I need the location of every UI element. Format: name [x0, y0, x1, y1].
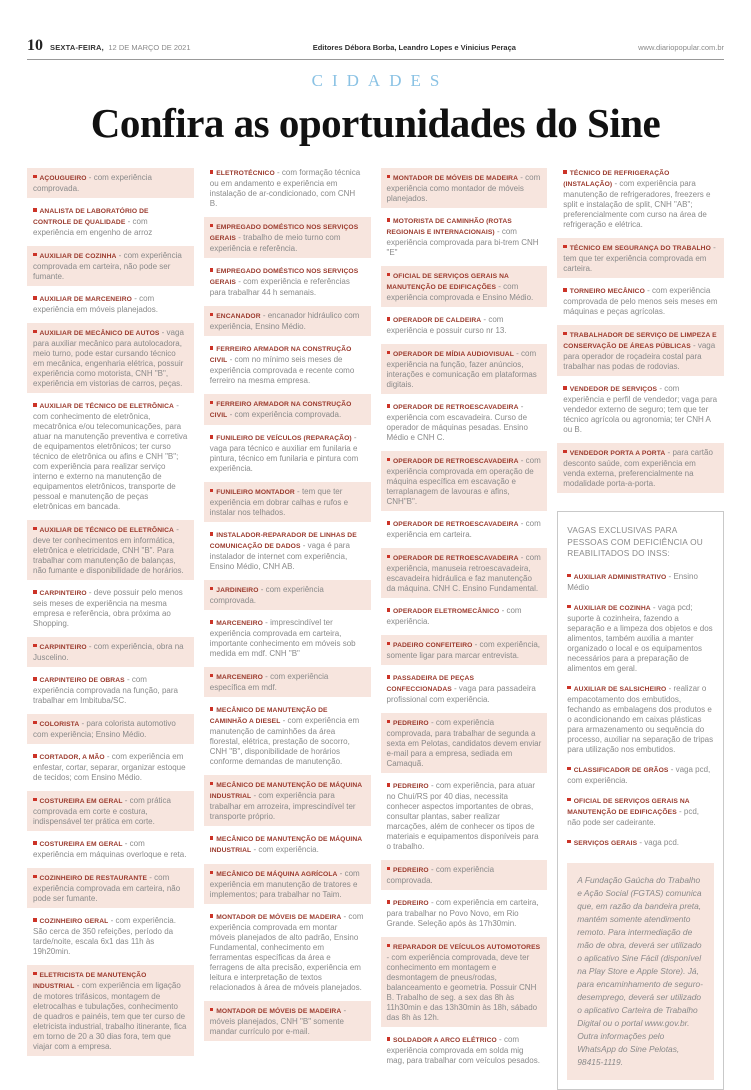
job-item: [381, 673, 548, 705]
bullet-icon: [387, 175, 391, 179]
job-description: - com prática comprovada em corte e costura, indispensável ter prática em corte.: [33, 795, 171, 826]
job-title: TÉCNICO EM SEGURANÇA DO TRABALHO: [569, 244, 711, 252]
job-title: OPERADOR DE RETROESCAVADEIRA: [393, 521, 519, 528]
website-url: www.diariopopular.com.br: [638, 43, 724, 52]
job-item: [381, 216, 548, 258]
job-description: - com experiência, manuseia retroescavadeira, escavadeira hidráulica e faz manutenção da máquina. CNH C. Ensino Fundamental.: [386, 552, 541, 593]
job-title: AUXILIAR ADMINISTRATIVO: [573, 573, 667, 581]
job-item: [204, 344, 371, 386]
bullet-icon: [33, 527, 37, 531]
job-item: [557, 286, 724, 317]
job-title: FERREIRO ARMADOR NA CONSTRUÇÃO CIVIL: [209, 346, 352, 364]
job-item: [204, 667, 371, 697]
bullet-icon: [33, 253, 37, 257]
job-item: [381, 860, 548, 890]
job-item: [381, 937, 548, 1027]
bullet-icon: [563, 450, 567, 454]
job-description: - tem que ter experiência em dobrar calhas e rufos e instalar nos telhados.: [209, 486, 349, 517]
job-description: - com conhecimento de eletrônica, mecatrônica e/ou telecomunicações, para atuar na manutenção preventiva e corretiva de equipamentos eletrônicos; ter curso técnico de eletrônica ou afins e CNH "B"; com experiência para realizar serviço interno e externo na manutenção de equipamentos eletrônicos, transporte de pessoal e manutenção de peças eletrônicas em bancada.: [33, 401, 188, 511]
bullet-icon: [210, 782, 214, 786]
job-title: REPARADOR DE VEÍCULOS AUTOMOTORES: [393, 943, 541, 951]
job-title: MONTADOR DE MÓVEIS DE MADEIRA: [216, 1007, 342, 1015]
job-item: [567, 796, 714, 828]
job-item: [204, 864, 371, 904]
job-title: AUXILIAR DE COZINHA: [39, 252, 117, 260]
job-description: - com experiência comprovada.: [386, 864, 495, 885]
job-item: [204, 394, 371, 425]
bullet-icon: [563, 386, 567, 390]
job-item: [557, 443, 724, 493]
header-rule: [27, 59, 724, 60]
job-description: - vaga para passadeira profissional com experiência.: [386, 684, 536, 704]
job-description: - móveis planejados, CNH "B" somente mandar currículo por e-mail.: [209, 1005, 347, 1036]
job-description: - pcd, não pode ser cadeirante.: [567, 806, 699, 827]
job-description: - com experiência comprovada.: [227, 409, 342, 419]
job-title: COZINHEIRO DE RESTAURANTE: [39, 874, 148, 882]
job-item: [204, 775, 371, 826]
page-number: 10: [27, 37, 43, 54]
job-description: - vaga pcd.: [637, 837, 679, 847]
job-title: CORTADOR, A MÃO: [39, 754, 105, 761]
bullet-icon: [387, 458, 391, 462]
job-description: - com experiência comprovada de pelo menos seis meses em máquinas e peças agrícolas.: [563, 286, 718, 316]
bullet-icon: [387, 1037, 391, 1041]
job-title: AUXILIAR DE SALSICHEIRO: [573, 685, 667, 693]
job-title: ELETROTÉCNICO: [216, 170, 275, 177]
job-item: [381, 402, 548, 443]
job-item: [27, 588, 194, 629]
job-title: AUXILIAR DE MECÂNICO DE AUTOS: [39, 329, 160, 337]
bullet-icon: [563, 245, 567, 249]
job-title: JARDINEIRO: [216, 586, 259, 594]
job-item: [27, 868, 194, 908]
bullet-icon: [33, 721, 37, 725]
job-title: PASSADEIRA DE PEÇAS CONFECCIONADAS: [386, 675, 475, 693]
job-item: [381, 606, 548, 627]
job-title: MOTORISTA DE CAMINHÃO (ROTAS REGIONAIS E INTERNACIONAIS): [386, 218, 512, 236]
bullet-icon: [387, 944, 391, 948]
job-title: MARCENEIRO: [216, 673, 263, 681]
job-title: FERREIRO ARMADOR NA CONSTRUÇÃO CIVIL: [209, 400, 352, 419]
job-title: CARPINTEIRO: [39, 590, 87, 597]
job-title: TRABALHADOR DE SERVIÇO DE LIMPEZA E CONSERVAÇÃO DE ÁREAS PÚBLICAS: [563, 331, 717, 350]
job-item: [27, 675, 194, 706]
bullet-icon: [567, 767, 571, 771]
job-description: - trabalho de meio turno com experiência e referência.: [209, 232, 341, 253]
bullet-icon: [33, 590, 37, 594]
job-item: [381, 781, 548, 852]
job-description: - encanador hidráulico com experiência, Ensino Médio.: [209, 310, 360, 331]
job-column-4-items: [557, 168, 724, 493]
job-description: - com experiência comprovada, deve ter conhecimento em montagem e desmontagem de pneus/rodas, balanceamento e geometria. Possuir CNH B. Trabalho de seg. a sex das 8h às 11h30min e das 13h30min às 18h, sábado das 8h às 12h.: [386, 952, 538, 1022]
job-item: [567, 603, 714, 674]
bullet-icon: [563, 170, 567, 174]
job-description: - com experiência comprovada para bi-trem CNH "E": [386, 227, 539, 257]
job-description: - com experiência em manutenção de caminhões da área florestal, elétrica, prestação de socorro, CNH "B", disponibilidade de horários conforme demandas de manutenção.: [209, 716, 360, 766]
job-item: [204, 217, 371, 258]
job-title: MONTADOR DE MÓVEIS DE MADEIRA: [393, 174, 519, 182]
job-title: TÉCNICO DE REFRIGERAÇÃO (INSTALAÇÃO): [563, 170, 670, 188]
job-item: [381, 168, 548, 208]
job-description: - vaga é para instalador de internet com experiência, Ensino Médio, CNH AB.: [209, 541, 350, 571]
job-title: INSTALADOR-REPARADOR DE LINHAS DE COMUNICAÇÃO DE DADOS: [209, 532, 357, 550]
job-title: COZINHEIRO GERAL: [39, 918, 109, 925]
job-title: OFICIAL DE SERVIÇOS GERAIS NA MANUTENÇÃO DE EDIFICAÇÕES: [567, 797, 690, 816]
job-title: VENDEDOR DE SERVIÇOS: [569, 386, 658, 393]
section-title: CIDADES: [311, 71, 449, 90]
bullet-icon: [210, 435, 214, 439]
bullet-icon: [33, 296, 37, 300]
bullet-icon: [210, 1008, 214, 1012]
job-title: PEDREIRO: [393, 783, 429, 790]
job-title: AUXILIAR DE TÉCNICO DE ELETRÔNICA: [39, 403, 174, 410]
bullet-icon: [33, 403, 37, 407]
job-item: [27, 637, 194, 667]
job-description: - com experiência comprovada.: [33, 172, 152, 193]
job-description: - com experiência em carteira, para trabalhar no Povo Novo, em Rio Grande. Seleção após às 17h30min.: [386, 898, 539, 928]
bullet-icon: [387, 404, 391, 408]
page-header: [27, 0, 724, 55]
job-description: - com experiência comprovada.: [209, 584, 324, 605]
job-item: [557, 238, 724, 278]
inss-items: [567, 572, 714, 849]
job-item: [27, 246, 194, 286]
bullet-icon: [210, 587, 214, 591]
job-item: [204, 482, 371, 522]
job-title: MARCENEIRO: [216, 620, 263, 627]
page-title: Confira as oportunidades do Sine: [90, 100, 661, 146]
job-item: [27, 323, 194, 393]
job-title: OPERADOR DE RETROESCAVADEIRA: [393, 457, 519, 465]
job-description: - com experiência em enfestar, cortar, separar, organizar estoque de tecidos; com Ensino Médio.: [33, 752, 186, 782]
job-description: - com experiência em carteira.: [386, 519, 541, 539]
job-description: - com experiência em ligação de motores trifásicos, montagem de eletrocalhas e tubulações, conhecimento de quadros e painéis, tem que ter curso de eletricista industrial, trabalho itinerante, fica em torno de 20 a 30 dias fora, tem que viajar com a empresa.: [33, 980, 187, 1051]
job-column-1: [27, 168, 194, 1090]
date-label: 12 DE MARÇO DE 2021: [108, 43, 191, 52]
job-item: [567, 838, 714, 849]
bullet-icon: [387, 720, 391, 724]
job-title: COLORISTA: [39, 720, 80, 728]
job-title: CARPINTEIRO: [39, 643, 87, 651]
job-item: [567, 684, 714, 755]
job-title: EMPREGADO DOMÉSTICO NOS SERVIÇOS GERAIS: [209, 268, 359, 286]
job-item: [27, 791, 194, 831]
job-item: [204, 530, 371, 572]
bullet-icon: [387, 867, 391, 871]
job-item: [27, 752, 194, 783]
job-title: SOLDADOR A ARCO ELÉTRICO: [393, 1037, 497, 1044]
job-title: PEDREIRO: [393, 900, 429, 907]
bullet-icon: [387, 273, 391, 277]
job-description: - com experiência na função, fazer anúncios, interações e comunicação em plataformas digitais.: [386, 348, 537, 389]
bullet-icon: [33, 918, 37, 922]
bullet-icon: [210, 707, 214, 711]
job-title: AUXILIAR DE TÉCNICO DE ELETRÔNICA: [39, 526, 174, 534]
job-description: - vaga pcd, com experiência.: [567, 764, 711, 785]
job-item: [557, 168, 724, 230]
bullet-icon: [563, 288, 567, 292]
bullet-icon: [33, 798, 37, 802]
job-title: ELETRICISTA DE MANUTENÇÃO INDUSTRIAL: [33, 971, 147, 990]
bullet-icon: [387, 218, 391, 222]
job-description: - para cartão desconto saúde, com experiência em venda externa, preferencialmente na modalidade porta-a-porta.: [563, 447, 713, 488]
job-description: - com experiência como montador de móveis planejados.: [386, 172, 541, 203]
bullet-icon: [33, 677, 37, 681]
bullet-icon: [210, 401, 214, 405]
job-item: [27, 206, 194, 238]
job-item: [381, 713, 548, 773]
job-item: [27, 714, 194, 744]
job-item: [381, 451, 548, 511]
job-description: - vaga pcd; suporte à cozinheira, fazendo a separação e a limpeza dos objetos e dos alimentos, também auxilia a manter organizado o local e os equipamentos necessários para a preparação de alimentos em geral.: [567, 602, 713, 673]
job-columns: [27, 168, 724, 1090]
job-item: [381, 548, 548, 598]
job-column-4: [557, 168, 724, 1090]
bullet-icon: [387, 900, 391, 904]
job-title: PEDREIRO: [393, 719, 429, 727]
bullet-icon: [210, 674, 214, 678]
job-title: MECÂNICO DE MÁQUINA AGRÍCOLA: [216, 870, 338, 878]
job-description: - deve possuir pelo menos seis meses de experiência na mesma empresa e referência, obra próxima ao Shopping.: [33, 588, 183, 628]
job-description: - com experiência em manutenção de tratores e implementos; para trabalhar no Taim.: [209, 868, 360, 899]
job-title: VENDEDOR PORTA A PORTA: [569, 449, 666, 457]
job-title: AUXILIAR DE MARCENEIRO: [39, 296, 132, 303]
job-item: [27, 520, 194, 580]
job-title: AÇOUGUEIRO: [39, 174, 87, 182]
job-description: - tem que ter experiência comprovada em carteira.: [563, 242, 716, 273]
job-description: - vaga para operador de roçadeira costal para trabalhar nas podas de rodovias.: [563, 340, 716, 371]
job-description: - com experiência comprovada em carteira, não pode ser fumante.: [33, 872, 181, 903]
bullet-icon: [387, 555, 391, 559]
job-item: [567, 572, 714, 593]
job-description: - com experiência comprovada, para trabalhar de segunda a sexta em Pelotas, candidatos devem enviar e-mail para a empresa, sediada em Camaquã.: [386, 717, 542, 768]
job-item: [381, 1035, 548, 1066]
weekday-label: SEXTA-FEIRA,: [50, 43, 104, 52]
bullet-icon: [567, 686, 571, 690]
job-description: - com no mínimo seis meses de experiência comprovada e recente como ferreiro na mesma empresa.: [209, 355, 355, 385]
job-title: OPERADOR DE RETROESCAVADEIRA: [393, 404, 519, 411]
job-item: [381, 315, 548, 336]
job-description: - vaga para técnico e auxiliar em funilaria e pintura, técnico em funilaria e pintura com experiência.: [209, 433, 359, 473]
fgtas-note: A Fundação Gaúcha do Trabalho e Ação Social (FGTAS) comunica que, em razão da bandeira preta, mantém somente atendimento remoto. Para intermediação de mão de obra, deverá ser utilizado o aplicativo Sine Fácil (disponível na Play Store e Apple Store). Já, para encaminhamento de seguro-desemprego, deverá ser utilizado o aplicativo Carteira de Trabalho Digital ou o portal www.gov.br. Outra informações pelo WhatsApp do Sine Pelotas, 98415-1119.: [567, 863, 714, 1080]
job-title: OFICIAL DE SERVIÇOS GERAIS NA MANUTENÇÃO DE EDIFICAÇÕES: [386, 272, 509, 291]
job-description: - realizar o empacotamento dos embutidos, fechando as embalagens dos produtos e o acondicionando em caixas plásticas para armazenamento ou sequência do processo, auxiliar na separação de tripas para utilização nos embutidos.: [567, 683, 714, 754]
job-column-3: [381, 168, 548, 1090]
job-title: AUXILIAR DE COZINHA: [573, 604, 651, 612]
job-description: - com experiência, para atuar no Chuí/RS por 40 dias, necessita conhecer aspectos importantes de obras, consultar plantas, saber realizar marcações, além de conhecer os tipos de materiais e equipamentos disponíveis para o trabalho.: [386, 781, 539, 851]
job-title: OPERADOR ELETROMECÂNICO: [393, 608, 500, 615]
job-description: - com experiência e perfil de vendedor; vaga para vendedor externo de seguro; tem que ter técnico agrícola ou agronomia; ter CNH A ou B.: [563, 384, 718, 434]
job-title: COSTUREIRA EM GERAL: [39, 841, 123, 848]
job-description: - experiência com escavadeira. Curso de operador de máquinas pesadas. Ensino Médio e CNH C.: [386, 402, 528, 442]
job-description: - com experiência comprovada em montar móveis planejados de alto padrão, Ensino Fundamental, conhecimento em ferramentas específicas da área e ferragens de alta precisão, experiência em leitura e interpretação de textos relacionados à área de móveis planejados.: [209, 912, 364, 992]
job-item: [204, 1001, 371, 1041]
bullet-icon: [387, 783, 391, 787]
job-description: - com experiência. São cerca de 350 refeições, período da tarde/noite, escala 6x1 das 11h às 19h20min.: [33, 916, 176, 956]
job-title: CLASSIFICADOR DE GRÃOS: [573, 766, 669, 774]
job-description: - com experiência comprovada e Ensino Médio.: [386, 281, 534, 302]
bullet-icon: [567, 574, 571, 578]
job-description: - com experiência comprovada na função, para trabalhar em Imbituba/SC.: [33, 675, 178, 705]
job-description: - com experiência em engenho de arroz: [33, 217, 153, 237]
bullet-icon: [567, 840, 571, 844]
job-title: EMPREGADO DOMÉSTICO NOS SERVIÇOS GERAIS: [209, 223, 359, 242]
job-description: - com experiência comprovada em operação de máquina específica em escavação e terraplanagem de lavouras e afins, CNH"B".: [386, 455, 541, 506]
job-item: [204, 168, 371, 209]
job-item: [27, 401, 194, 512]
job-title: COSTUREIRA EM GERAL: [39, 797, 123, 805]
job-description: - com experiência.: [251, 845, 319, 854]
bullet-icon: [567, 605, 571, 609]
job-title: PADEIRO CONFEITEIRO: [393, 641, 473, 649]
job-item: [381, 344, 548, 394]
job-item: [204, 834, 371, 856]
job-title: OPERADOR DE RETROESCAVADEIRA: [393, 554, 519, 562]
bullet-icon: [210, 532, 214, 536]
job-item: [204, 306, 371, 336]
job-description: - com experiência específica em mdf.: [209, 671, 329, 692]
inss-heading: VAGAS EXCLUSIVAS PARA PESSOAS COM DEFICIÊNCIA OU REABILITADOS DO INSS:: [567, 525, 703, 558]
job-description: - deve ter conhecimentos em informática, eletrônica e eletricidade, CNH "B". Para trabalhar com manutenção de balanças, não fumante e disponibilidade de horários.: [33, 524, 184, 575]
job-item: [27, 916, 194, 957]
job-item: [27, 839, 194, 860]
bullet-icon: [210, 268, 214, 272]
job-description: - com experiência e possuir curso nr 13.: [386, 315, 507, 335]
job-description: - para colorista automotivo com experiência; Ensino Médio.: [33, 718, 176, 739]
bullet-icon: [210, 871, 214, 875]
bullet-icon: [33, 330, 37, 334]
job-title: ENCANADOR: [216, 312, 261, 320]
bullet-icon: [563, 332, 567, 336]
bullet-icon: [387, 642, 391, 646]
job-title: MECÂNICO DE MANUTENÇÃO DE MÁQUINA INDUSTRIAL: [209, 781, 362, 800]
job-title: MONTADOR DE MÓVEIS DE MADEIRA: [216, 914, 342, 921]
job-item: [204, 705, 371, 767]
bullet-icon: [210, 313, 214, 317]
bullet-icon: [33, 754, 37, 758]
bullet-icon: [210, 836, 214, 840]
job-description: - com formação técnica ou em andamento e experiência em instalação de ar-condicionado, com CNH B.: [209, 168, 361, 208]
bullet-icon: [33, 175, 37, 179]
job-title: OPERADOR DE MÍDIA AUDIOVISUAL: [393, 350, 514, 358]
job-description: - com experiência para trabalhar em arrozeira, imprescindível ter transporte próprio.: [209, 790, 356, 821]
job-description: - com experiência e referências para trabalhar 44 h semanais.: [209, 277, 350, 297]
job-title: SERVIÇOS GERAIS: [573, 839, 638, 847]
job-description: - com experiência para manutenção de refrigeradores, freezers e split e instalação de split, CNH "AB"; preferencialmente com curso na área de refrigeração e elétrica.: [563, 179, 711, 229]
bullet-icon: [387, 317, 391, 321]
job-item: [204, 580, 371, 610]
job-title: FUNILEIRO DE VEÍCULOS (REPARAÇÃO): [216, 435, 352, 442]
bullet-icon: [210, 620, 214, 624]
bullet-icon: [33, 972, 37, 976]
job-description: - Ensino Médio: [567, 571, 698, 592]
job-description: - com experiência comprovada em solda mig mag, para trabalhar com veículos pesados.: [386, 1035, 540, 1065]
job-item: [204, 618, 371, 659]
job-description: - imprescindível ter experiência comprovada em carteira, importante conhecimento em móveis sob medida em mdf. CNH "B": [209, 618, 356, 658]
job-description: - com experiência.: [386, 606, 522, 626]
job-item: [557, 384, 724, 435]
job-description: - com experiência, obra na Juscelino.: [33, 641, 184, 662]
job-item: [27, 168, 194, 198]
job-item: [557, 325, 724, 376]
job-title: FUNILEIRO MONTADOR: [216, 488, 295, 496]
bullet-icon: [210, 914, 214, 918]
job-item: [27, 294, 194, 315]
editors-line: Editores Débora Borba, Leandro Lopes e Vinicius Peraça: [312, 43, 516, 52]
job-item: [567, 765, 714, 786]
job-title: TORNEIRO MECÂNICO: [569, 288, 645, 295]
job-description: - com experiência em móveis planejados.: [33, 294, 158, 314]
job-column-2: [204, 168, 371, 1090]
bullet-icon: [387, 351, 391, 355]
job-item: [381, 898, 548, 929]
bullet-icon: [387, 608, 391, 612]
bullet-icon: [387, 675, 391, 679]
bullet-icon: [567, 798, 571, 802]
job-item: [27, 965, 194, 1056]
bullet-icon: [387, 521, 391, 525]
job-title: ANALISTA DE LABORATÓRIO DE CONTROLE DE QUALIDADE: [33, 208, 149, 226]
job-item: [381, 266, 548, 307]
bullet-icon: [210, 346, 214, 350]
job-item: [381, 519, 548, 540]
job-description: - com experiência em máquinas overloque e reta.: [33, 839, 187, 859]
job-description: - com experiência, somente ligar para marcar entrevista.: [386, 639, 541, 660]
bullet-icon: [33, 875, 37, 879]
bullet-icon: [210, 224, 214, 228]
job-description: - com experiência comprovada em carteira, não pode ser fumante.: [33, 250, 182, 281]
job-item: [381, 635, 548, 665]
job-item: [204, 912, 371, 993]
bullet-icon: [33, 841, 37, 845]
job-title: MECÂNICO DE MANUTENÇÃO DE MÁQUINA INDUSTRIAL: [209, 836, 362, 854]
job-title: PEDREIRO: [393, 866, 429, 874]
bullet-icon: [33, 208, 37, 212]
job-title: OPERADOR DE CALDEIRA: [393, 317, 482, 324]
job-title: CARPINTEIRO DE OBRAS: [39, 677, 125, 684]
bullet-icon: [210, 170, 214, 174]
job-item: [204, 266, 371, 298]
date-block: [27, 37, 191, 55]
bullet-icon: [33, 644, 37, 648]
job-item: [204, 433, 371, 474]
bullet-icon: [210, 489, 214, 493]
job-title: MECÂNICO DE MANUTENÇÃO DE CAMINHÃO A DIESEL: [209, 707, 328, 725]
inss-box: [557, 511, 724, 1090]
job-description: - vaga para auxiliar mecânico para autolocadora, meio turno, pode estar cursando técnico em mecânica, engenharia elétrica, possuir experiência como motorista, CNH "B", experiência em vistorias de carros, peças.: [33, 327, 184, 388]
